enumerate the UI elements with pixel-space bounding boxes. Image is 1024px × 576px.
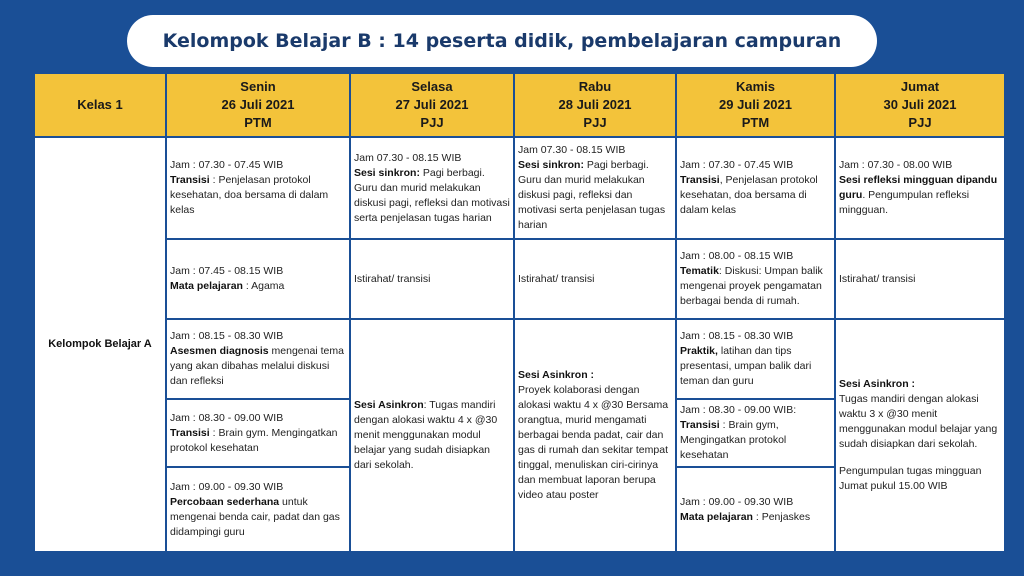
senin-slot-3: Jam : 08.15 - 08.30 WIB Asesmen diagnosis mengenai tema yang akan dibahas melalui diskusi dan refleksi xyxy=(166,319,350,399)
table-row xyxy=(34,319,1005,399)
header-day-jumat: Jumat 30 Juli 2021 PJJ xyxy=(835,73,1005,137)
senin-slot-4: Jam : 08.30 - 09.00 WIB Transisi : Brain gym. Mengingatkan protokol kesehatan xyxy=(166,399,350,467)
page-title: Kelompok Belajar B : 14 peserta didik, pembelajaran campuran xyxy=(127,15,877,67)
header-row xyxy=(34,73,1005,137)
header-day-senin: Senin 26 Juli 2021 PTM xyxy=(166,73,350,137)
kamis-slot-3: Jam : 08.15 - 08.30 WIB Praktik, latihan dan tips presentasi, umpan balik dari teman dan guru xyxy=(676,319,835,399)
senin-slot-2: Jam : 07.45 - 08.15 WIB Mata pelajaran : Agama xyxy=(166,239,350,319)
header-day-kamis: Kamis 29 Juli 2021 PTM xyxy=(676,73,835,137)
kamis-slot-1: Jam : 07.30 - 07.45 WIB Transisi, Penjelasan protokol kesehatan, doa bersama di dalam kelas xyxy=(676,137,835,239)
selasa-sinkron: Jam 07.30 - 08.15 WIB Sesi sinkron: Pagi berbagi. Guru dan murid melakukan diskusi pagi, refleksi dan motivasi serta penjelasan tugas harian xyxy=(350,137,514,239)
jumat-refleksi: Jam : 07.30 - 08.00 WIB Sesi refleksi mingguan dipandu guru. Pengumpulan refleksi mingguan. xyxy=(835,137,1005,239)
senin-slot-5: Jam : 09.00 - 09.30 WIB Percobaan sederhana untuk mengenai benda cair, padat dan gas didampingi guru xyxy=(166,467,350,552)
header-day-selasa: Selasa 27 Juli 2021 PJJ xyxy=(350,73,514,137)
row-label-kelompok: Kelompok Belajar A xyxy=(34,137,166,552)
header-day-rabu: Rabu 28 Juli 2021 PJJ xyxy=(514,73,676,137)
schedule-table xyxy=(33,72,1006,553)
header-kelas: Kelas 1 xyxy=(34,73,166,137)
jumat-asinkron: Sesi Asinkron : Tugas mandiri dengan alokasi waktu 3 x @30 menit menggunakan modul belajar yang sudah disiapkan dari sekolah. Pengumpulan tugas mingguan Jumat pukul 15.00 WIB xyxy=(835,319,1005,552)
jumat-istirahat: Istirahat/ transisi xyxy=(835,239,1005,319)
senin-slot-1: Jam : 07.30 - 07.45 WIB Transisi : Penjelasan protokol kesehatan, doa bersama di dalam kelas xyxy=(166,137,350,239)
table-row xyxy=(34,137,1005,239)
kamis-slot-2: Jam : 08.00 - 08.15 WIB Tematik: Diskusi: Umpan balik mengenai proyek pengamatan berbagai benda di rumah. xyxy=(676,239,835,319)
kamis-slot-4: Jam : 08.30 - 09.00 WIB: Transisi : Brain gym, Mengingatkan protokol kesehatan xyxy=(676,399,835,467)
table-row xyxy=(34,239,1005,319)
selasa-istirahat: Istirahat/ transisi xyxy=(350,239,514,319)
rabu-asinkron: Sesi Asinkron : Proyek kolaborasi dengan alokasi waktu 4 x @30 Bersama orangtua, murid mengamati berbagai benda padat, cair dan gas di rumah dan sekitar tempat tinggal, menuliskan ciri-cirinya dan membuat laporan berupa video atau poster xyxy=(514,319,676,552)
rabu-istirahat: Istirahat/ transisi xyxy=(514,239,676,319)
selasa-asinkron: Sesi Asinkron: Tugas mandiri dengan alokasi waktu 4 x @30 menit menggunakan modul belajar yang sudah disiapkan dari sekolah. xyxy=(350,319,514,552)
rabu-sinkron: Jam 07.30 - 08.15 WIB Sesi sinkron: Pagi berbagi. Guru dan murid melakukan diskusi pagi, refleksi dan motivasi serta penjelasan tugas harian xyxy=(514,137,676,239)
kamis-slot-5: Jam : 09.00 - 09.30 WIB Mata pelajaran : Penjaskes xyxy=(676,467,835,552)
